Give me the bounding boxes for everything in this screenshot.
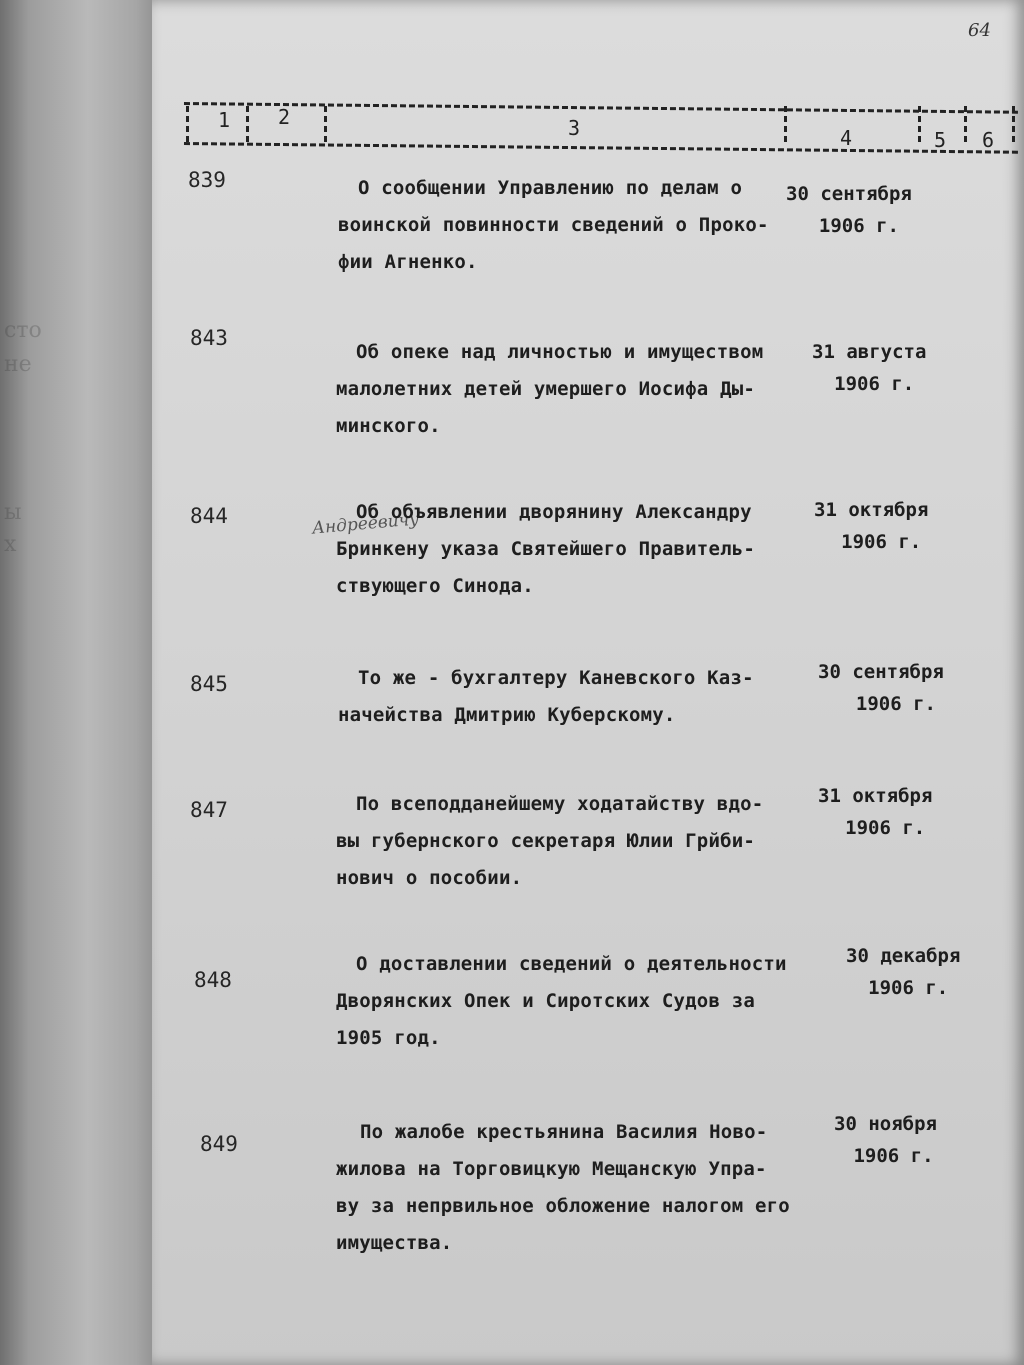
bleed-through-mark: не (4, 352, 32, 377)
case-description (336, 1114, 790, 1262)
column-separator (1012, 106, 1015, 142)
date-day-month: 31 августа (812, 341, 927, 363)
description-line: Об объявлении дворянину Александру (356, 501, 752, 523)
column-header-4: 4 (840, 126, 853, 150)
description-line: Бринкену указа Святейшего Правитель- (336, 538, 756, 560)
column-header-1: 1 (218, 108, 231, 132)
case-description (336, 946, 787, 1057)
case-number: 847 (190, 798, 228, 822)
case-description (338, 660, 754, 734)
description-line: ствующего Синода. (336, 575, 534, 597)
case-date (818, 780, 932, 844)
case-description (336, 334, 763, 445)
case-description (336, 786, 763, 897)
header-top-rule (184, 102, 1018, 114)
case-number: 849 (200, 1132, 238, 1156)
case-description (336, 494, 755, 605)
date-year: 1906 г. (845, 817, 926, 839)
column-separator (186, 106, 189, 142)
description-line: минского. (336, 415, 441, 437)
description-line: Дворянских Опек и Сиротских Судов за (336, 990, 756, 1012)
case-number: 845 (190, 672, 228, 696)
description-line: По жалобе крестьянина Василия Ново- (360, 1121, 768, 1143)
description-line: воинской повинности сведений о Проко- (338, 214, 769, 236)
case-number: 848 (194, 968, 232, 992)
description-line: О сообщении Управлению по делам о (358, 177, 743, 199)
case-number: 839 (188, 168, 226, 192)
column-header-5: 5 (934, 128, 947, 152)
date-year: 1906 г. (853, 1145, 934, 1167)
column-separator (246, 106, 249, 142)
description-line: малолетних детей умершего Иосифа Ды- (336, 378, 756, 400)
column-header-2: 2 (278, 105, 291, 129)
case-date (818, 656, 944, 720)
case-number: 844 (190, 504, 228, 528)
description-line: вы губернского секретаря Юлии Грйби- (336, 830, 756, 852)
bleed-through-mark: х (4, 532, 17, 557)
description-line: нович о пособии. (336, 867, 523, 889)
column-separator (964, 106, 967, 142)
handwritten-note: Андреевичу (311, 509, 420, 539)
date-day-month: 30 декабря (846, 945, 961, 967)
description-line: ву за непрвильное обложение налогом его (336, 1195, 790, 1217)
case-date (834, 1108, 937, 1172)
date-day-month: 30 ноября (834, 1113, 937, 1135)
case-date (812, 336, 926, 400)
date-day-month: 31 октября (814, 499, 929, 521)
case-description (338, 170, 769, 281)
description-line: начейства Дмитрию Куберскому. (338, 704, 676, 726)
book-spine (0, 0, 160, 1365)
description-line: имущества. (336, 1232, 453, 1254)
date-day-month: 31 октября (818, 785, 933, 807)
case-date (786, 178, 912, 242)
bleed-through-mark: ы (4, 500, 22, 525)
description-line: То же - бухгалтеру Каневского Каз- (358, 667, 754, 689)
case-number: 843 (190, 326, 228, 350)
date-day-month: 30 сентября (818, 661, 944, 683)
date-year: 1906 г. (868, 977, 949, 999)
description-line: О доставлении сведений о деятельности (356, 953, 787, 975)
column-separator (918, 106, 921, 142)
description-line: По всеподданейшему ходатайству вдо- (356, 793, 764, 815)
column-separator (324, 106, 327, 142)
description-line: 1905 год. (336, 1027, 441, 1049)
description-line: Об опеке над личностью и имуществом (356, 341, 764, 363)
date-day-month: 30 сентября (786, 183, 912, 205)
date-year: 1906 г. (818, 215, 899, 237)
date-year: 1906 г. (855, 693, 936, 715)
page-number: 64 (968, 20, 991, 41)
column-header-row (184, 100, 1018, 150)
description-line: жилова на Торговицкую Мещанскую Упра- (336, 1158, 767, 1180)
date-year: 1906 г. (834, 373, 915, 395)
column-header-6: 6 (982, 128, 995, 152)
case-date (814, 494, 928, 558)
column-header-3: 3 (568, 116, 581, 140)
date-year: 1906 г. (841, 531, 922, 553)
column-separator (784, 106, 787, 142)
case-date (846, 940, 960, 1004)
description-line: фии Агненко. (338, 251, 478, 273)
bleed-through-mark: сто (4, 318, 42, 343)
